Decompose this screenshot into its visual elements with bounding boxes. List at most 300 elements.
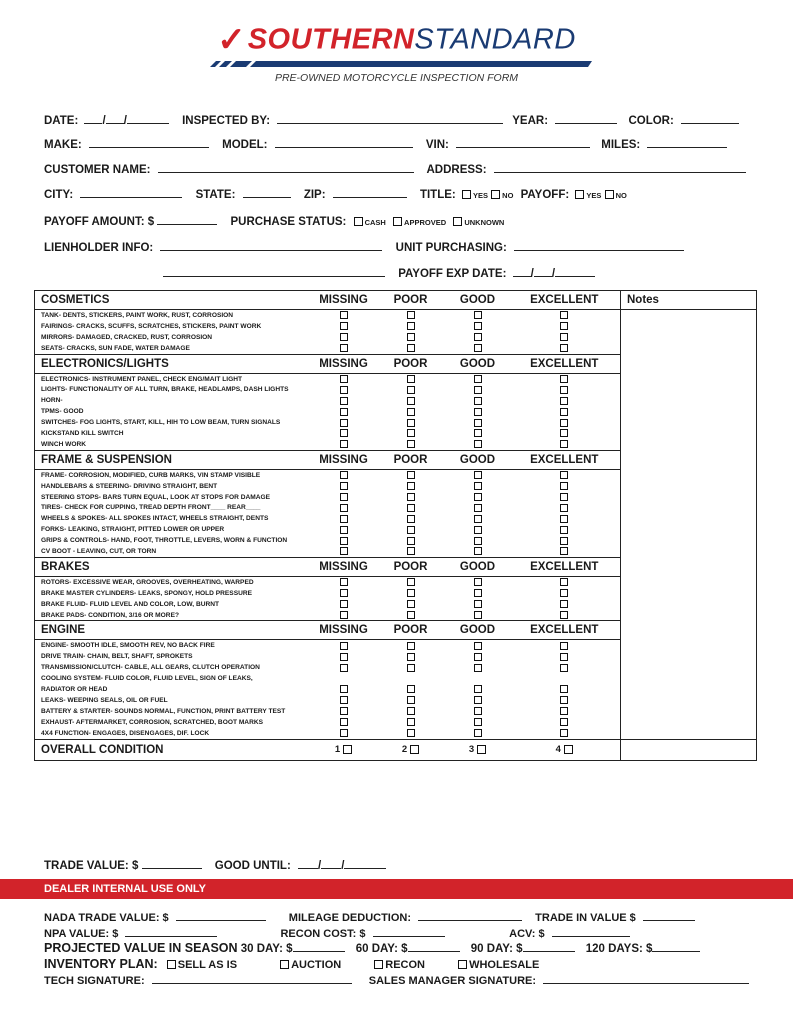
address-field[interactable] — [494, 162, 746, 173]
excellent-checkbox[interactable] — [560, 515, 568, 523]
rating-cell — [375, 684, 447, 695]
excellent-checkbox[interactable] — [560, 471, 568, 479]
column-header-poor: POOR — [375, 354, 447, 373]
title-no-label: NO — [502, 191, 514, 200]
column-header-poor: POOR — [375, 621, 447, 640]
overall-rating-checkbox[interactable] — [564, 745, 573, 754]
item-label: TANK- DENTS, STICKERS, PAINT WORK, RUST, CORROSION — [35, 310, 313, 321]
excellent-checkbox[interactable] — [560, 504, 568, 512]
excellent-checkbox[interactable] — [560, 493, 568, 501]
poor-checkbox[interactable] — [407, 547, 415, 555]
missing-checkbox[interactable] — [340, 589, 348, 597]
recon-cost-label: RECON COST: $ — [280, 928, 366, 940]
rating-cell — [375, 524, 447, 535]
missing-checkbox[interactable] — [340, 537, 348, 545]
good-checkbox[interactable] — [474, 578, 482, 586]
excellent-checkbox[interactable] — [560, 408, 568, 416]
excellent-checkbox[interactable] — [560, 611, 568, 619]
excellent-checkbox[interactable] — [560, 397, 568, 405]
trade-in-value-label: TRADE IN VALUE $ — [535, 912, 636, 924]
excellent-checkbox[interactable] — [560, 696, 568, 704]
missing-checkbox[interactable] — [340, 440, 348, 448]
good-checkbox[interactable] — [474, 547, 482, 555]
payoff-exp-month-field[interactable] — [513, 266, 531, 277]
day60-field[interactable] — [408, 941, 460, 952]
section-title: ELECTRONICS/LIGHTS — [35, 354, 313, 373]
good-until-month-field[interactable] — [298, 858, 318, 869]
missing-checkbox[interactable] — [340, 664, 348, 672]
overall-notes-cell[interactable] — [621, 739, 757, 760]
missing-checkbox[interactable] — [340, 333, 348, 341]
cash-label: CASH — [364, 218, 386, 227]
poor-checkbox[interactable] — [407, 600, 415, 608]
checkmark-icon: ✓ — [217, 21, 246, 59]
rating-cell — [509, 695, 621, 706]
dealer-row-5 — [44, 973, 753, 987]
unit-purchasing-field[interactable] — [514, 240, 684, 251]
poor-checkbox[interactable] — [407, 653, 415, 661]
sales-manager-signature-field[interactable] — [543, 973, 749, 984]
missing-checkbox[interactable] — [340, 482, 348, 490]
excellent-checkbox[interactable] — [560, 386, 568, 394]
poor-checkbox[interactable] — [407, 718, 415, 726]
missing-checkbox[interactable] — [340, 504, 348, 512]
item-label: BRAKE MASTER CYLINDERS- LEAKS, SPONGY, HOLD PRESSURE — [35, 588, 313, 599]
good-checkbox[interactable] — [474, 729, 482, 737]
item-label: LEAKS- WEEPING SEALS, OIL OR FUEL — [35, 695, 313, 706]
poor-checkbox[interactable] — [407, 611, 415, 619]
rating-cell — [509, 428, 621, 439]
excellent-checkbox[interactable] — [560, 440, 568, 448]
missing-checkbox[interactable] — [340, 547, 348, 555]
item-label: EXHAUST- AFTERMARKET, CORROSION, SCRATCHED, BOOT MARKS — [35, 717, 313, 728]
section-title: COSMETICS — [35, 291, 313, 310]
missing-checkbox[interactable] — [340, 386, 348, 394]
poor-checkbox[interactable] — [407, 696, 415, 704]
dealer-bar-title: DEALER INTERNAL USE ONLY — [44, 883, 206, 895]
good-checkbox[interactable] — [474, 707, 482, 715]
acv-field[interactable] — [552, 926, 630, 937]
date-year-field[interactable] — [127, 113, 169, 124]
date-label: DATE: — [44, 115, 79, 127]
cash-checkbox[interactable] — [354, 217, 363, 226]
rating-cell — [375, 535, 447, 546]
poor-checkbox[interactable] — [407, 707, 415, 715]
rating-cell — [509, 640, 621, 651]
rating-cell — [447, 384, 509, 395]
good-checkbox[interactable] — [474, 526, 482, 534]
poor-checkbox[interactable] — [407, 408, 415, 416]
auction-checkbox[interactable] — [280, 960, 289, 969]
state-field[interactable] — [243, 187, 291, 198]
excellent-checkbox[interactable] — [560, 537, 568, 545]
missing-checkbox[interactable] — [340, 653, 348, 661]
year-label: YEAR: — [512, 115, 549, 127]
good-checkbox[interactable] — [474, 375, 482, 383]
table-row — [35, 310, 757, 321]
poor-checkbox[interactable] — [407, 526, 415, 534]
item-label: FAIRINGS- CRACKS, SCUFFS, SCRATCHES, STICKERS, PAINT WORK — [35, 321, 313, 332]
acv-label: ACV: $ — [509, 928, 545, 940]
recon-label: RECON — [385, 959, 425, 971]
poor-checkbox[interactable] — [407, 642, 415, 650]
good-checkbox[interactable] — [474, 471, 482, 479]
rating-cell — [313, 728, 375, 739]
unknown-checkbox[interactable] — [453, 217, 462, 226]
model-field[interactable] — [275, 137, 413, 148]
rating-cell — [509, 343, 621, 354]
excellent-checkbox[interactable] — [560, 589, 568, 597]
inspection-table — [34, 290, 756, 761]
column-header-missing: MISSING — [313, 354, 375, 373]
make-field[interactable] — [89, 137, 209, 148]
excellent-checkbox[interactable] — [560, 664, 568, 672]
rating-cell — [313, 321, 375, 332]
miles-field[interactable] — [647, 137, 727, 148]
info-row-lienholder — [44, 240, 753, 254]
good-checkbox[interactable] — [474, 311, 482, 319]
date-day-field[interactable] — [106, 113, 124, 124]
overall-rating-checkbox[interactable] — [343, 745, 352, 754]
title-yes-checkbox[interactable] — [462, 190, 471, 199]
poor-checkbox[interactable] — [407, 397, 415, 405]
rating-cell — [447, 373, 509, 384]
good-checkbox[interactable] — [474, 386, 482, 394]
customer-name-label: CUSTOMER NAME: — [44, 164, 151, 176]
poor-checkbox[interactable] — [407, 386, 415, 394]
missing-checkbox[interactable] — [340, 429, 348, 437]
rating-cell — [509, 610, 621, 621]
approved-checkbox[interactable] — [393, 217, 402, 226]
rating-cell — [447, 576, 509, 587]
sell-as-is-checkbox[interactable] — [167, 960, 176, 969]
lienholder-info-field[interactable] — [160, 240, 382, 251]
payoff-no-label: NO — [615, 191, 627, 200]
rating-cell — [447, 343, 509, 354]
missing-checkbox[interactable] — [340, 707, 348, 715]
overall-rating-cell — [313, 739, 375, 760]
item-label: LIGHTS- FUNCTIONALITY OF ALL TURN, BRAKE, HEADLAMPS, DASH LIGHTS — [35, 384, 313, 395]
excellent-checkbox[interactable] — [560, 729, 568, 737]
missing-checkbox[interactable] — [340, 493, 348, 501]
excellent-checkbox[interactable] — [560, 642, 568, 650]
missing-checkbox[interactable] — [340, 322, 348, 330]
rating-cell — [313, 384, 375, 395]
state-label: STATE: — [195, 189, 236, 201]
poor-checkbox[interactable] — [407, 333, 415, 341]
rating-cell — [313, 343, 375, 354]
rating-cell — [509, 599, 621, 610]
rating-cell — [447, 524, 509, 535]
poor-checkbox[interactable] — [407, 471, 415, 479]
item-label: TPMS- GOOD — [35, 406, 313, 417]
section-title: BRAKES — [35, 557, 313, 576]
inspected-by-field[interactable] — [277, 113, 503, 124]
poor-checkbox[interactable] — [407, 493, 415, 501]
payoff-yes-checkbox[interactable] — [575, 190, 584, 199]
payoff-exp-year-field[interactable] — [555, 266, 595, 277]
excellent-checkbox[interactable] — [560, 526, 568, 534]
good-checkbox[interactable] — [474, 322, 482, 330]
missing-checkbox[interactable] — [340, 515, 348, 523]
item-label: BATTERY & STARTER- SOUNDS NORMAL, FUNCTION, PRINT BATTERY TEST — [35, 706, 313, 717]
good-checkbox[interactable] — [474, 440, 482, 448]
missing-checkbox[interactable] — [340, 344, 348, 352]
rating-cell — [375, 513, 447, 524]
good-checkbox[interactable] — [474, 600, 482, 608]
missing-checkbox[interactable] — [340, 729, 348, 737]
missing-checkbox[interactable] — [340, 397, 348, 405]
city-field[interactable] — [80, 187, 182, 198]
good-checkbox[interactable] — [474, 515, 482, 523]
notes-area[interactable] — [621, 310, 757, 740]
rating-cell — [447, 717, 509, 728]
good-checkbox[interactable] — [474, 642, 482, 650]
missing-checkbox[interactable] — [340, 408, 348, 416]
poor-checkbox[interactable] — [407, 440, 415, 448]
trade-in-value-field[interactable] — [643, 910, 695, 921]
rating-cell — [509, 662, 621, 673]
excellent-checkbox[interactable] — [560, 322, 568, 330]
rating-cell — [375, 706, 447, 717]
trade-value-field[interactable] — [142, 858, 202, 869]
item-label: MIRRORS- DAMAGED, CRACKED, RUST, CORROSION — [35, 332, 313, 343]
rating-cell — [447, 728, 509, 739]
info-row-make — [44, 137, 753, 151]
good-checkbox[interactable] — [474, 611, 482, 619]
column-header-missing: MISSING — [313, 557, 375, 576]
rating-cell — [447, 481, 509, 492]
day90-field[interactable] — [523, 941, 575, 952]
rating-cell — [509, 651, 621, 662]
miles-label: MILES: — [601, 139, 641, 151]
excellent-checkbox[interactable] — [560, 482, 568, 490]
excellent-checkbox[interactable] — [560, 707, 568, 715]
good-checkbox[interactable] — [474, 653, 482, 661]
good-checkbox[interactable] — [474, 397, 482, 405]
good-until-year-field[interactable] — [344, 858, 386, 869]
sales-manager-signature-label: SALES MANAGER SIGNATURE: — [368, 975, 537, 987]
excellent-checkbox[interactable] — [560, 375, 568, 383]
address-label: ADDRESS: — [426, 164, 487, 176]
good-checkbox[interactable] — [474, 419, 482, 427]
notes-header: Notes — [621, 291, 757, 310]
excellent-checkbox[interactable] — [560, 344, 568, 352]
missing-checkbox[interactable] — [340, 375, 348, 383]
overall-rating-cell — [447, 739, 509, 760]
poor-checkbox[interactable] — [407, 685, 415, 693]
good-until-day-field[interactable] — [321, 858, 341, 869]
payoff-exp-day-field[interactable] — [534, 266, 552, 277]
nada-trade-value-label: NADA TRADE VALUE: $ — [44, 912, 169, 924]
rating-cell — [375, 439, 447, 450]
rating-cell — [313, 546, 375, 557]
rating-cell — [447, 428, 509, 439]
missing-checkbox[interactable] — [340, 419, 348, 427]
poor-checkbox[interactable] — [407, 589, 415, 597]
rating-cell — [313, 673, 375, 684]
rating-cell — [313, 651, 375, 662]
good-checkbox[interactable] — [474, 344, 482, 352]
rating-cell — [509, 524, 621, 535]
rating-cell — [313, 684, 375, 695]
vin-field[interactable] — [456, 137, 590, 148]
brand-main-text: SOUTHERN — [247, 23, 415, 56]
rating-cell — [447, 599, 509, 610]
excellent-checkbox[interactable] — [560, 718, 568, 726]
customer-name-field[interactable] — [158, 162, 414, 173]
good-checkbox[interactable] — [474, 493, 482, 501]
column-header-missing: MISSING — [313, 450, 375, 469]
recon-checkbox[interactable] — [374, 960, 383, 969]
column-header-excellent: EXCELLENT — [509, 291, 621, 310]
poor-checkbox[interactable] — [407, 429, 415, 437]
good-checkbox[interactable] — [474, 333, 482, 341]
rating-cell — [509, 417, 621, 428]
rating-cell — [313, 576, 375, 587]
item-label: CV BOOT - LEAVING, CUT, OR TORN — [35, 546, 313, 557]
payoff-label: PAYOFF: — [520, 189, 570, 201]
missing-checkbox[interactable] — [340, 696, 348, 704]
rating-cell — [509, 384, 621, 395]
overall-rating-checkbox[interactable] — [477, 745, 486, 754]
column-header-good: GOOD — [447, 354, 509, 373]
good-until-label: GOOD UNTIL: — [214, 860, 291, 872]
missing-checkbox[interactable] — [340, 718, 348, 726]
npa-value-field[interactable] — [125, 926, 217, 937]
good-checkbox[interactable] — [474, 537, 482, 545]
rating-cell — [313, 640, 375, 651]
missing-checkbox[interactable] — [340, 642, 348, 650]
poor-checkbox[interactable] — [407, 419, 415, 427]
good-checkbox[interactable] — [474, 589, 482, 597]
item-label: BRAKE FLUID- FLUID LEVEL AND COLOR, LOW, BURNT — [35, 599, 313, 610]
item-label: KICKSTAND KILL SWITCH — [35, 428, 313, 439]
lienholder-extra-field[interactable] — [163, 266, 385, 277]
dealer-internal-bar — [0, 879, 793, 899]
rating-cell — [509, 439, 621, 450]
good-checkbox[interactable] — [474, 685, 482, 693]
year-field[interactable] — [555, 113, 617, 124]
title-label: TITLE: — [419, 189, 456, 201]
excellent-checkbox[interactable] — [560, 600, 568, 608]
rating-cell — [509, 535, 621, 546]
missing-checkbox[interactable] — [340, 685, 348, 693]
approved-label: APPROVED — [404, 218, 447, 227]
payoff-exp-date-label: PAYOFF EXP DATE: — [398, 268, 507, 280]
nada-trade-value-field[interactable] — [176, 910, 266, 921]
rating-cell — [313, 502, 375, 513]
poor-checkbox[interactable] — [407, 578, 415, 586]
rating-cell — [447, 695, 509, 706]
poor-checkbox[interactable] — [407, 311, 415, 319]
item-label: COOLING SYSTEM- FLUID COLOR, FLUID LEVEL, SIGN OF LEAKS, — [35, 673, 313, 684]
rating-cell — [313, 599, 375, 610]
excellent-checkbox[interactable] — [560, 685, 568, 693]
tech-signature-field[interactable] — [152, 973, 352, 984]
rating-cell — [447, 706, 509, 717]
rating-cell — [447, 439, 509, 450]
good-checkbox[interactable] — [474, 408, 482, 416]
rating-cell — [509, 546, 621, 557]
payoff-no-checkbox[interactable] — [605, 190, 614, 199]
day30-field[interactable] — [293, 941, 345, 952]
good-checkbox[interactable] — [474, 664, 482, 672]
excellent-checkbox[interactable] — [560, 419, 568, 427]
missing-checkbox[interactable] — [340, 526, 348, 534]
poor-checkbox[interactable] — [407, 344, 415, 352]
dealer-row-4 — [44, 957, 753, 971]
rating-cell — [313, 428, 375, 439]
wholesale-checkbox[interactable] — [458, 960, 467, 969]
title-no-checkbox[interactable] — [491, 190, 500, 199]
poor-checkbox[interactable] — [407, 537, 415, 545]
good-checkbox[interactable] — [474, 718, 482, 726]
column-header-good: GOOD — [447, 450, 509, 469]
overall-rating-checkbox[interactable] — [410, 745, 419, 754]
overall-rating-cell — [509, 739, 621, 760]
item-label: STEERING STOPS- BARS TURN EQUAL, LOOK AT STOPS FOR DAMAGE — [35, 492, 313, 503]
mileage-deduction-field[interactable] — [418, 910, 522, 921]
excellent-checkbox[interactable] — [560, 311, 568, 319]
good-checkbox[interactable] — [474, 696, 482, 704]
recon-cost-field[interactable] — [373, 926, 445, 937]
rating-cell — [509, 684, 621, 695]
rating-cell — [313, 417, 375, 428]
excellent-checkbox[interactable] — [560, 429, 568, 437]
date-month-field[interactable] — [84, 113, 102, 124]
excellent-checkbox[interactable] — [560, 333, 568, 341]
poor-checkbox[interactable] — [407, 664, 415, 672]
color-field[interactable] — [681, 113, 739, 124]
rating-cell — [509, 576, 621, 587]
excellent-checkbox[interactable] — [560, 547, 568, 555]
rating-cell — [375, 417, 447, 428]
rating-cell — [375, 469, 447, 480]
zip-field[interactable] — [333, 187, 407, 198]
missing-checkbox[interactable] — [340, 311, 348, 319]
poor-checkbox[interactable] — [407, 729, 415, 737]
poor-checkbox[interactable] — [407, 375, 415, 383]
excellent-checkbox[interactable] — [560, 578, 568, 586]
missing-checkbox[interactable] — [340, 578, 348, 586]
mileage-deduction-label: MILEAGE DEDUCTION: — [288, 912, 412, 924]
rating-cell — [375, 576, 447, 587]
poor-checkbox[interactable] — [407, 482, 415, 490]
good-checkbox[interactable] — [474, 504, 482, 512]
column-header-missing: MISSING — [313, 291, 375, 310]
inspected-by-label: INSPECTED BY: — [182, 115, 271, 127]
npa-value-label: NPA VALUE: $ — [44, 928, 119, 940]
good-checkbox[interactable] — [474, 429, 482, 437]
poor-checkbox[interactable] — [407, 515, 415, 523]
poor-checkbox[interactable] — [407, 322, 415, 330]
item-label: HANDLEBARS & STEERING- DRIVING STRAIGHT, BENT — [35, 481, 313, 492]
good-checkbox[interactable] — [474, 482, 482, 490]
payoff-amount-field[interactable] — [157, 214, 217, 225]
overall-rating-number: 2 — [401, 744, 408, 755]
excellent-checkbox[interactable] — [560, 653, 568, 661]
missing-checkbox[interactable] — [340, 600, 348, 608]
missing-checkbox[interactable] — [340, 611, 348, 619]
logo-underline — [208, 61, 592, 67]
day120-field[interactable] — [652, 941, 700, 952]
missing-checkbox[interactable] — [340, 471, 348, 479]
poor-checkbox[interactable] — [407, 504, 415, 512]
rating-cell — [313, 469, 375, 480]
rating-cell — [447, 535, 509, 546]
day30-label: 30 DAY: $ — [240, 943, 293, 955]
